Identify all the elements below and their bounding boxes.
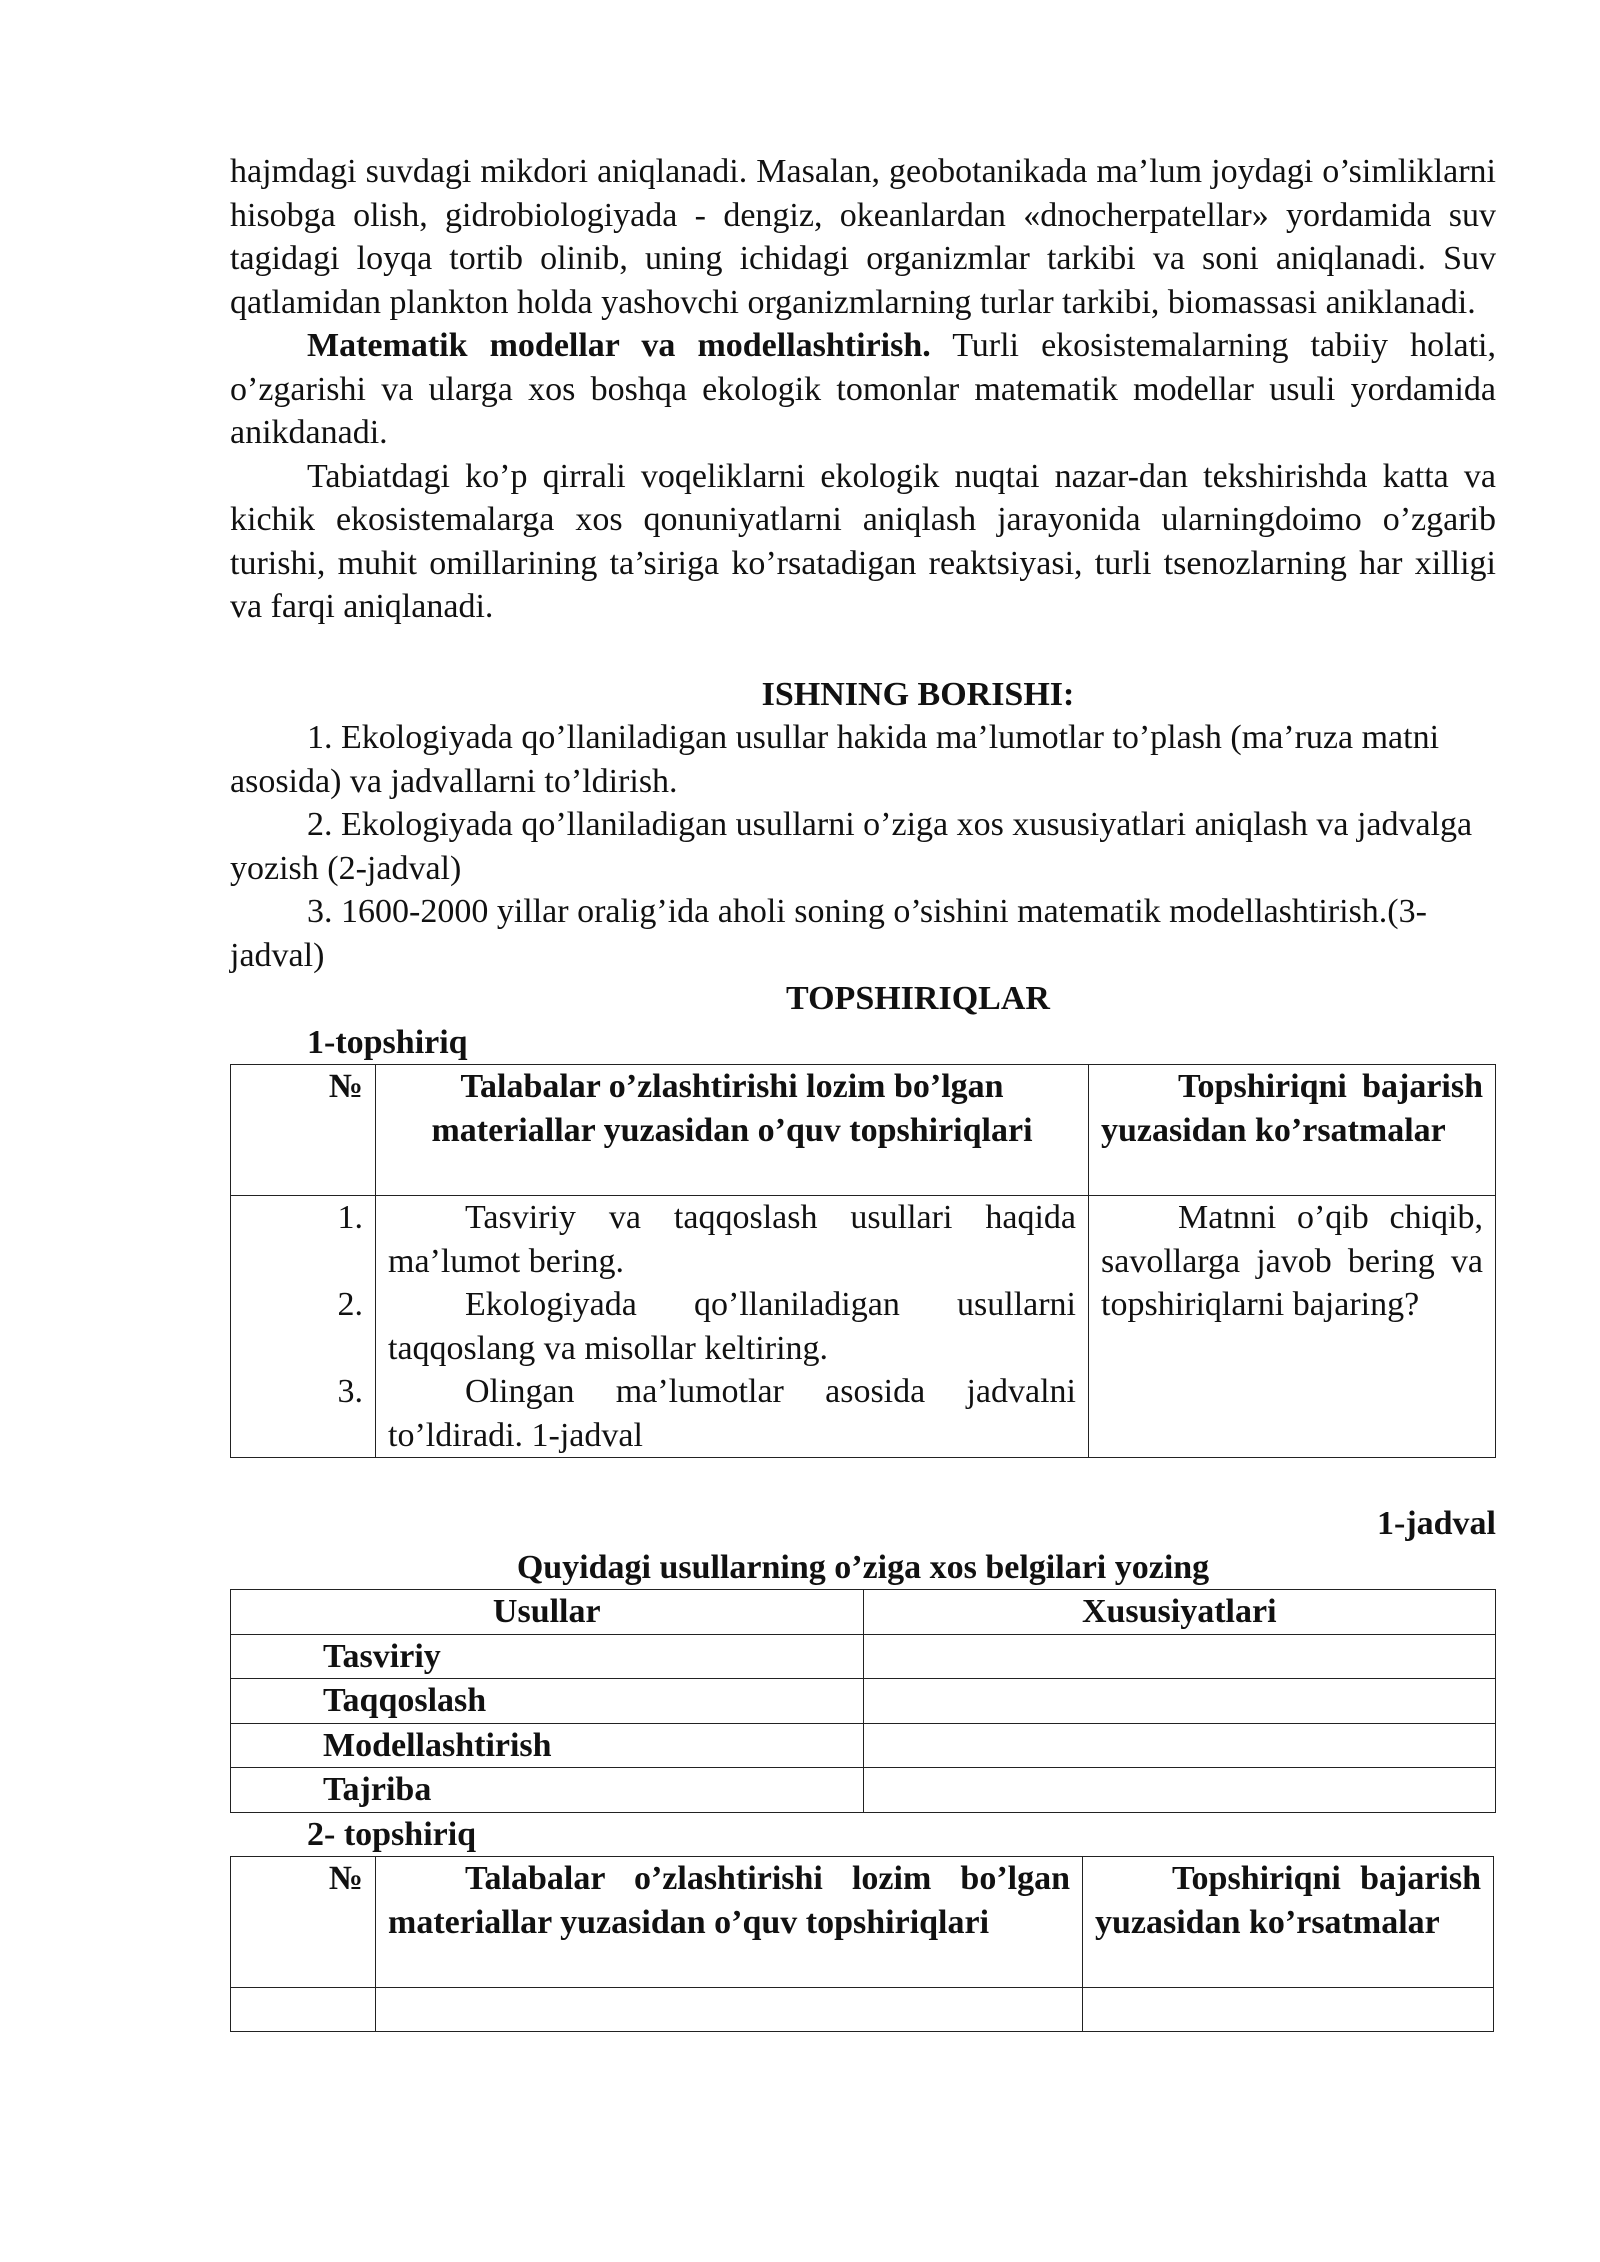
method-name: Taqqoslash [231,1679,864,1724]
method-name: Modellashtirish [231,1723,864,1768]
spacer [230,629,1496,673]
task2-table [230,1856,1494,2032]
methods-row [231,1723,1496,1768]
method-features-input[interactable] [863,1768,1496,1813]
task1-number: 2. [337,1286,363,1323]
task1-numbers [231,1196,376,1458]
methods-col-methods: Usullar [231,1590,864,1635]
task2-body-row [231,1988,1494,2032]
math-models-heading: Matematik modellar va modellashtirish. [307,327,931,364]
tasks-heading: TOPSHIRIQLAR [786,980,1050,1017]
table1-label: 1-jadval [1377,1505,1496,1542]
methods-row [231,1679,1496,1724]
task1-item: Ekologiyada qo’llaniladigan usullarni taqqoslang va misollar keltiring. [388,1286,1076,1367]
task2-header-material: Talabalar o’zlashtirishi lozim bo’lgan materiallar yuzasidan o’quv topshiriqlari [376,1857,1083,1988]
work-step-3: 3. 1600-2000 yillar oralig’ida aholi soning o’sishini matematik modellashtirish.(3-jadval) [230,893,1427,974]
task1-items [376,1196,1089,1458]
task1-instructions-cell [1089,1196,1496,1458]
task1-header-row [231,1065,1496,1196]
task2-label: 2- topshiriq [307,1815,477,1853]
methods-row [231,1768,1496,1813]
task1-item: Tasviriy va taqqoslash usullari haqida ma’lumot bering. [388,1199,1076,1280]
method-name: Tasviriy [231,1634,864,1679]
paragraph-nature: Tabiatdagi ko’p qirrali voqeliklarni ekologik nuqtai nazar-dan tekshirishda katta va kichik ekosistemalarga xos qonuniyatlarni aniqlash jarayonida ularningdoimo o’zgarib turishi, muhit omillarining ta’siriga ko’rsatadigan reaktsiyasi, turli tsenozlarning har xilligi va farqi aniqlanadi. [230,457,1496,625]
task1-header-material: Talabalar o’zlashtirishi lozim bo’lgan materiallar yuzasidan o’quv topshiriqlari [376,1065,1089,1196]
task1-number: 3. [337,1373,363,1410]
document-page [230,150,1496,2032]
methods-header-row [231,1590,1496,1635]
task2-num-input[interactable] [231,1988,376,2032]
task2-material-input[interactable] [376,1988,1083,2032]
task2-header-num: № [231,1857,376,1988]
paragraph-intro: hajmdagi suvdagi mikdori aniqlanadi. Masalan, geobotanikada ma’lum joydagi o’simliklarni hisobga olish, gidrobiologiyada - dengiz, okeanlardan «dnocherpatellar» yordamida suv tagidagi loyqa tortib olinib, uning ichidagi organizmlar tarkibi va soni aniqlanadi. Suv qatlamidan plankton holda yashovchi organizmlarning turlar tarkibi, biomassasi aniklanadi. [230,153,1496,321]
task2-header-row [231,1857,1494,1988]
task1-label: 1-topshiriq [307,1023,468,1061]
task1-instruction-text: Matnni o’qib chiqib, savollarga javob bering va topshiriqlarni bajaring? [1101,1199,1483,1323]
methods-row [231,1634,1496,1679]
method-features-input[interactable] [863,1634,1496,1679]
task2-instructions-input[interactable] [1083,1988,1494,2032]
methods-col-features: Xususiyatlari [863,1590,1496,1635]
task1-header-num: № [231,1065,376,1196]
method-features-input[interactable] [863,1723,1496,1768]
table1-title: Quyidagi usullarning o’ziga xos belgilari yozing [516,1548,1210,1586]
task1-header-instructions: Topshiriqni bajarish yuzasidan ko’rsatmalar [1089,1065,1496,1196]
task1-number: 1. [337,1199,363,1236]
task1-table [230,1064,1496,1458]
work-step-1: 1. Ekologiyada qo’llaniladigan usullar hakida ma’lumotlar to’plash (ma’ruza matni asosida) va jadvallarni to’ldirish. [230,719,1440,800]
spacer [230,1458,1496,1502]
method-name: Tajriba [231,1768,864,1813]
work-step-2: 2. Ekologiyada qo’llaniladigan usullarni o’ziga xos xususiyatlari aniqlash va jadvalga yozish (2-jadval) [230,806,1473,887]
methods-table [230,1589,1496,1813]
task2-header-instructions: Topshiriqni bajarish yuzasidan ko’rsatmalar [1083,1857,1494,1988]
work-heading: ISHNING BORISHI: [761,675,1075,713]
task1-body-row [231,1196,1496,1458]
math-models-text: Turli ekosistemalarning tabiiy holati, o’zgarishi va ularga xos boshqa ekologik tomonlar matematik modellar usuli yordamida anikdanadi. [230,327,1496,451]
method-features-input[interactable] [863,1679,1496,1724]
task1-item: Olingan ma’lumotlar asosida jadvalni to’ldiradi. 1-jadval [388,1373,1076,1454]
paragraph-math-models [230,324,1496,455]
